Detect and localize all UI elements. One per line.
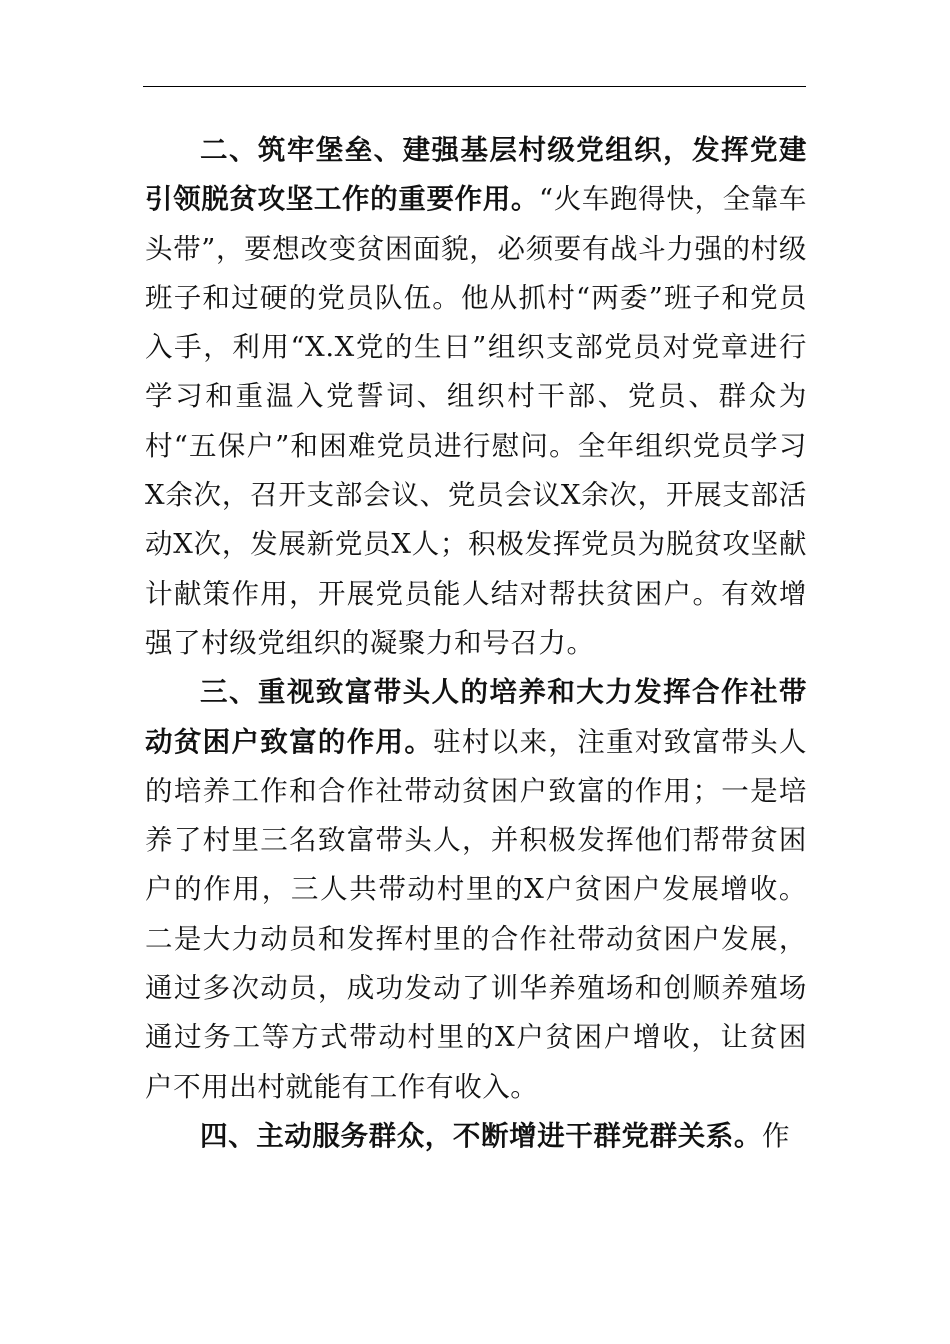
paragraph-heading: 三、重视致富带头人的培养和大力发挥合作社带动贫困户致富的作用。 bbox=[145, 676, 807, 758]
paragraph-4 bbox=[145, 1112, 807, 1161]
header-rule bbox=[143, 86, 806, 87]
paragraph-2 bbox=[145, 126, 807, 668]
paragraph-heading: 二、筑牢堡垒、建强基层村级党组织，发挥党建引领脱贫攻坚工作的重要作用。 bbox=[145, 134, 807, 216]
paragraph-body: 作 bbox=[762, 1119, 791, 1152]
paragraph-body: “火车跑得快，全靠车头带”，要想改变贫困面貌，必须要有战斗力强的村级班子和过硬的党员队伍。他从抓村“两委”班子和党员入手，利用“X.X党的生日”组织支部党员对党章进行学习和重温入党誓词、组织村干部、党员、群众为村“五保户”和困难党员进行慰问。全年组织党员学习X余次，召开支部会议、党员会议X余次，开展支部活动X次，发展新党员X人；积极发挥党员为脱贫攻坚献计献策作用，开展党员能人结对帮扶贫困户。有效增强了村级党组织的凝聚力和号召力。 bbox=[145, 183, 807, 659]
paragraph-body: 驻村以来，注重对致富带头人的培养工作和合作社带动贫困户致富的作用；一是培养了村里三名致富带头人，并积极发挥他们帮带贫困户的作用，三人共带动村里的X户贫困户发展增收。二是大力动员和发挥村里的合作社带动贫困户发展，通过多次动员，成功发动了训华养殖场和创顺养殖场通过务工等方式带动村里的X户贫困户增收，让贫困户不用出村就能有工作有收入。 bbox=[145, 725, 807, 1103]
paragraph-heading: 四、主动服务群众，不断增进干群党群关系。 bbox=[200, 1119, 762, 1152]
paragraph-3 bbox=[145, 668, 807, 1112]
document-body bbox=[145, 126, 807, 1161]
